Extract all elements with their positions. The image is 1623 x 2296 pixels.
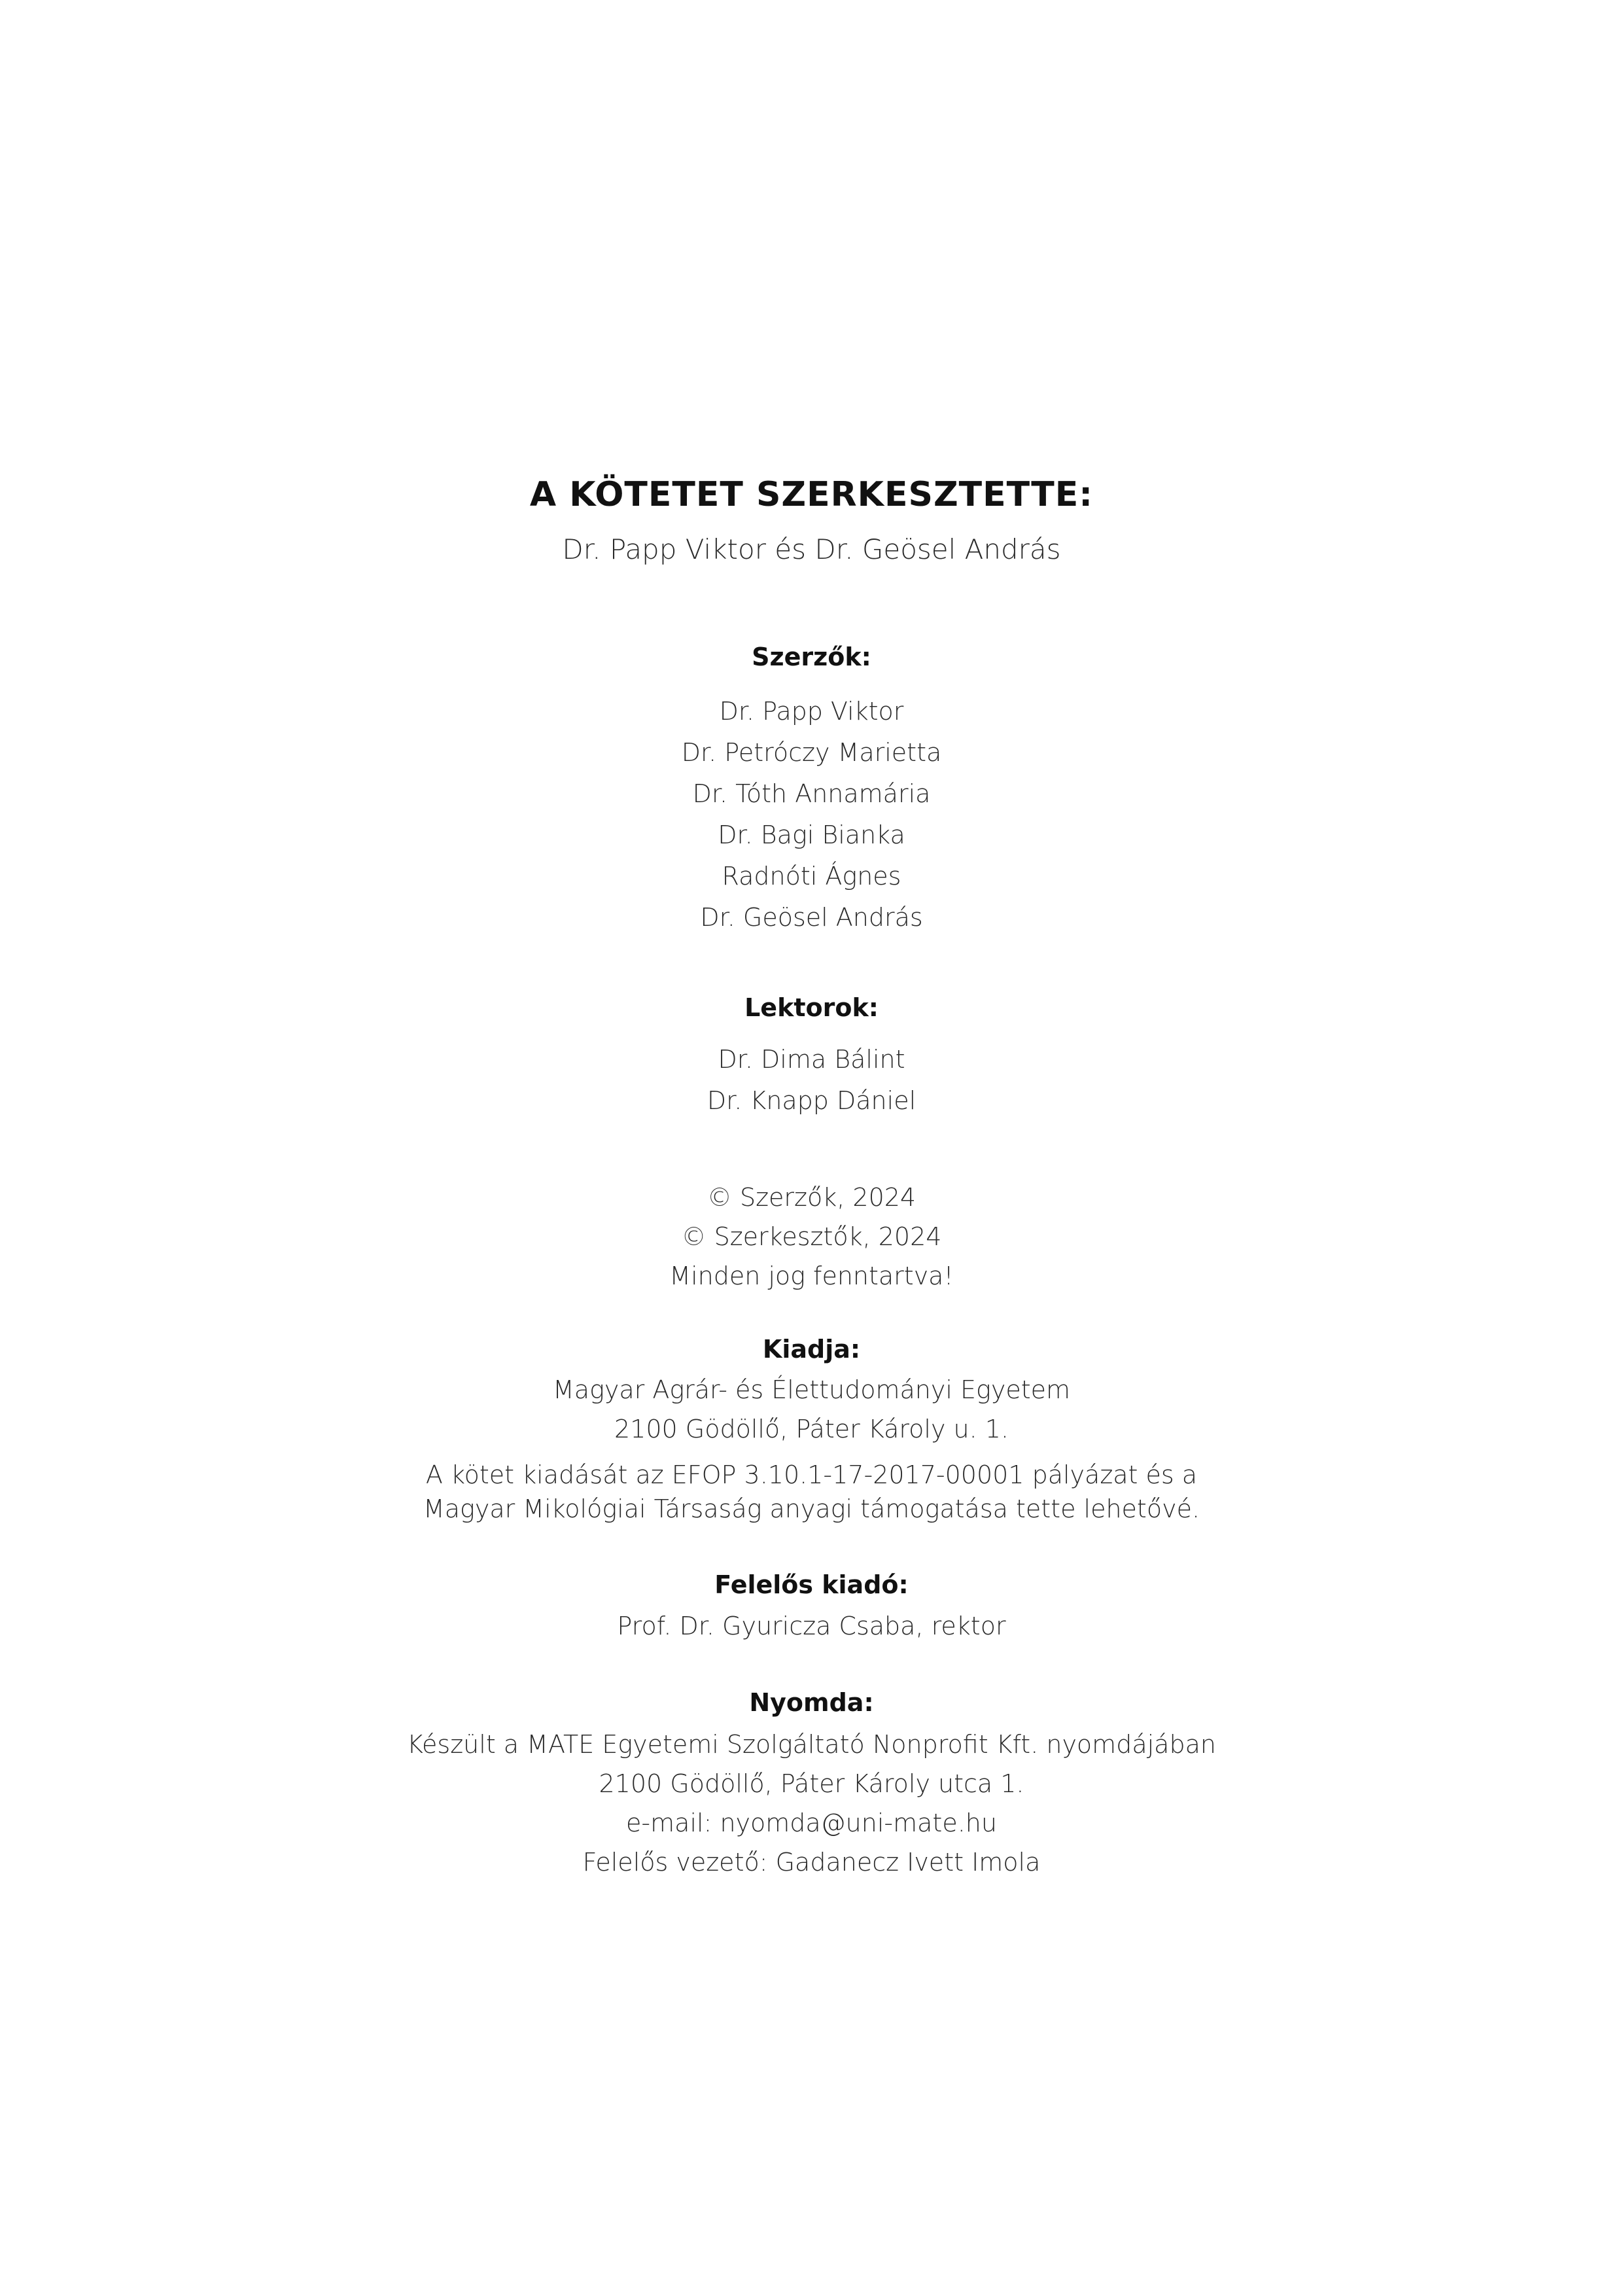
responsible-publisher-name: Prof. Dr. Gyuricza Csaba, rektor: [617, 1612, 1006, 1640]
support-line: A kötet kiadását az EFOP 3.10.1-17-2017-00001 pályázat és a: [425, 1460, 1198, 1489]
reviewers-list: [0, 1039, 1623, 1122]
author-name: Dr. Geösel András: [700, 903, 923, 932]
publisher-heading: Kiadja:: [762, 1335, 861, 1364]
editors-line: Dr. Papp Viktor és Dr. Geösel András: [562, 533, 1061, 565]
page-title: A KÖTETET SZERKESZTETTE:: [529, 475, 1094, 514]
copyright-block: [0, 1178, 1623, 1296]
publisher-block: [0, 1370, 1623, 1449]
printing-line: Készült a MATE Egyetemi Szolgáltató Nonprofit Kft. nyomdájában: [407, 1730, 1216, 1759]
author-name: Radnóti Ágnes: [722, 862, 901, 891]
publisher-address: 2100 Gödöllő, Páter Károly u. 1.: [614, 1415, 1009, 1443]
author-name: Dr. Bagi Bianka: [718, 821, 905, 849]
authors-list: [0, 691, 1623, 938]
publisher-name: Magyar Agrár- és Élettudományi Egyetem: [553, 1375, 1070, 1404]
responsible-publisher-block: [0, 1606, 1623, 1646]
copyright-editors: © Szerkesztők, 2024: [681, 1222, 942, 1251]
reviewer-name: Dr. Dima Bálint: [718, 1045, 905, 1074]
author-name: Dr. Tóth Annamária: [692, 779, 931, 808]
printing-block: [0, 1725, 1623, 1882]
support-note: [0, 1458, 1623, 1526]
author-name: Dr. Papp Viktor: [719, 697, 904, 726]
printing-manager: Felelős vezető: Gadanecz Ivett Imola: [582, 1848, 1041, 1877]
author-name: Dr. Petróczy Marietta: [681, 738, 942, 767]
copyright-authors: © Szerzők, 2024: [707, 1183, 916, 1212]
reviewers-heading: Lektorok:: [744, 993, 879, 1022]
printing-email: e-mail: nyomda@uni-mate.hu: [626, 1809, 997, 1837]
support-line: Magyar Mikológiai Társaság anyagi támogatása tette lehetővé.: [423, 1494, 1200, 1523]
rights-reserved: Minden jog fenntartva!: [669, 1262, 954, 1290]
printing-heading: Nyomda:: [749, 1688, 874, 1717]
authors-heading: Szerzők:: [752, 643, 871, 671]
responsible-publisher-heading: Felelős kiadó:: [714, 1570, 909, 1599]
reviewer-name: Dr. Knapp Dániel: [707, 1086, 916, 1115]
printing-address: 2100 Gödöllő, Páter Károly utca 1.: [599, 1769, 1024, 1798]
